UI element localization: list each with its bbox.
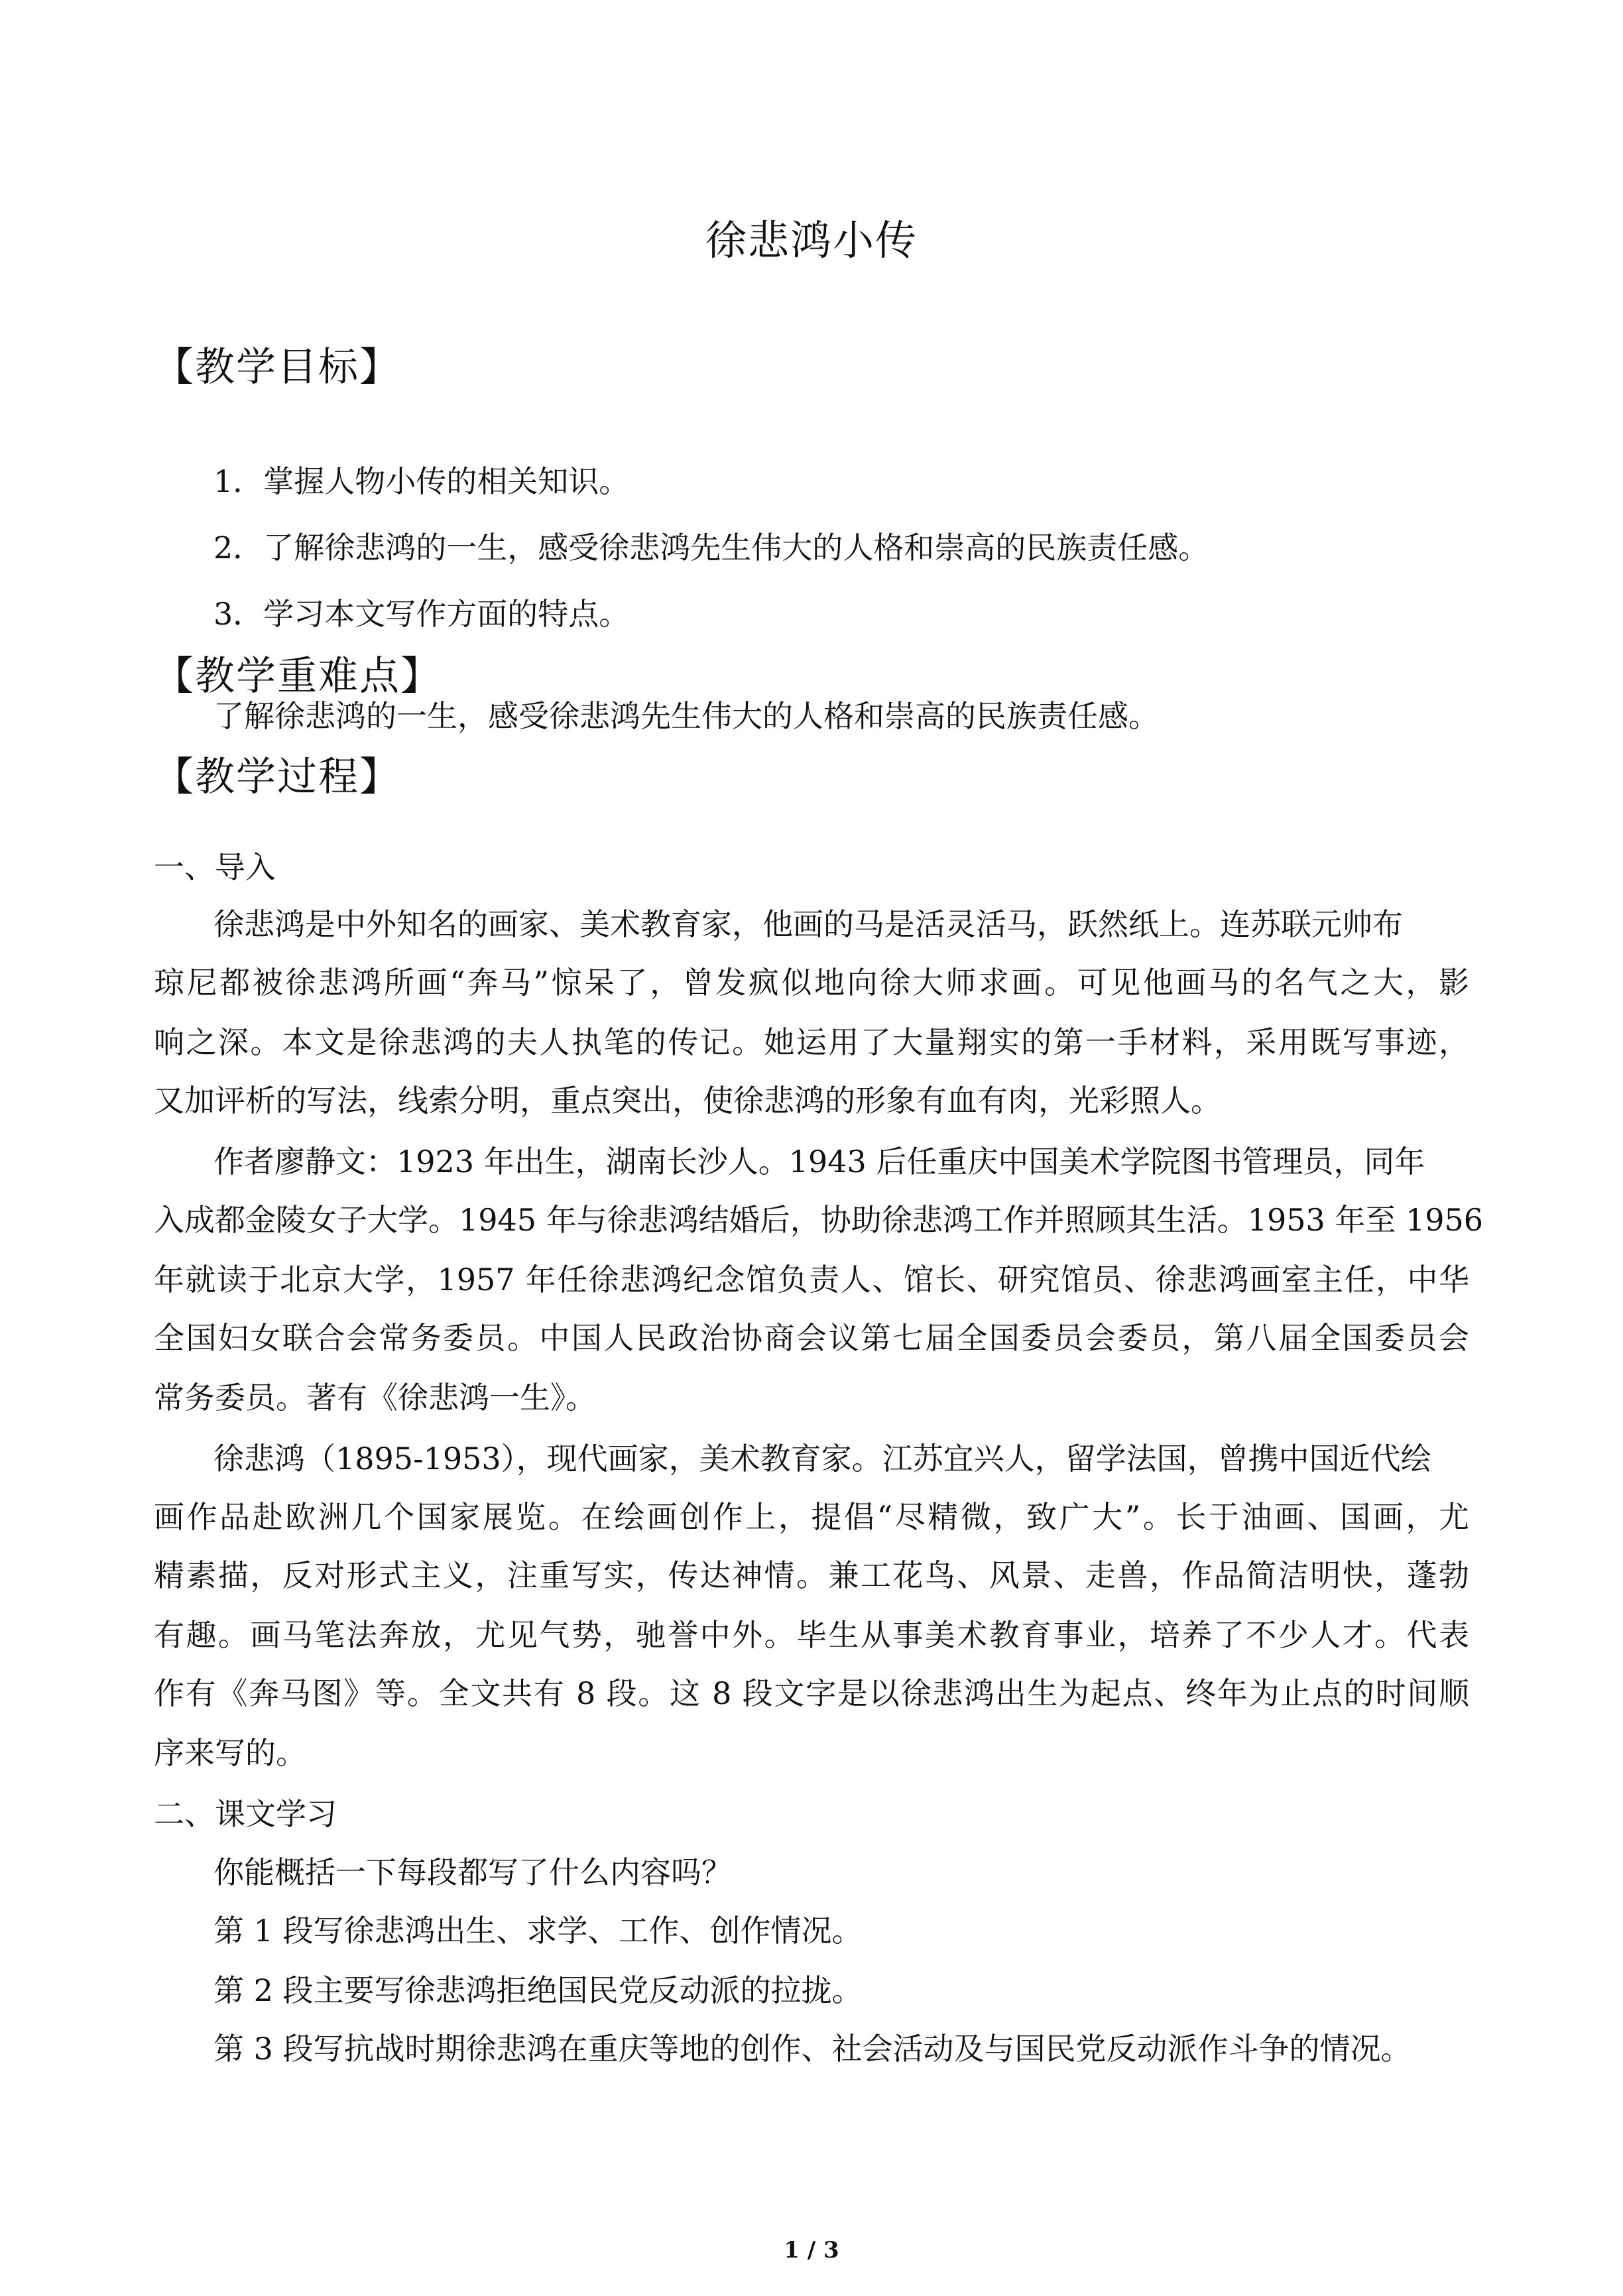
subject-line: 有趣。画马笔法奔放，尤见气势，驰誉中外。毕生从事美术教育事业，培养了不少人才。代表 xyxy=(154,1617,1469,1653)
objective-item: 2．了解徐悲鸿的一生，感受徐悲鸿先生伟大的人格和崇高的民族责任感。 xyxy=(213,530,1209,566)
objective-item: 1．掌握人物小传的相关知识。 xyxy=(213,463,630,499)
page-title: 徐悲鸿小传 xyxy=(705,216,918,265)
study-question: 你能概括一下每段都写了什么内容吗？ xyxy=(213,1854,732,1890)
objective-item: 3．学习本文写作方面的特点。 xyxy=(213,596,630,632)
subject-line: 徐悲鸿（1895-1953），现代画家，美术教育家。江苏宜兴人，留学法国，曾携中国近代绘 xyxy=(213,1441,1431,1477)
study-heading: 二、课文学习 xyxy=(154,1796,337,1832)
author-line: 入成都金陵女子大学。1945 年与徐悲鸿结婚后，协助徐悲鸿工作并照顾其生活。1953 年至 1956 xyxy=(154,1202,1484,1238)
subject-line: 作有《奔马图》等。全文共有 8 段。这 8 段文字是以徐悲鸿出生为起点、终年为止点的时间顺 xyxy=(154,1675,1469,1711)
intro-line: 响之深。本文是徐悲鸿的夫人执笔的传记。她运用了大量翔实的第一手材料，采用既写事迹， xyxy=(154,1024,1469,1060)
page-number: 1 / 3 xyxy=(784,2237,839,2264)
author-line: 年就读于北京大学，1957 年任徐悲鸿纪念馆负责人、馆长、研究馆员、徐悲鸿画室主任，中华 xyxy=(154,1262,1469,1298)
intro-line: 徐悲鸿是中外知名的画家、美术教育家，他画的马是活灵活马，跃然纸上。连苏联元帅布 xyxy=(213,906,1403,942)
intro-line: 琼尼都被徐悲鸿所画“奔马”惊呆了，曾发疯似地向徐大师求画。可见他画马的名气之大，影 xyxy=(154,965,1469,1000)
study-answer: 第 1 段写徐悲鸿出生、求学、工作、创作情况。 xyxy=(213,1913,863,1949)
author-line: 常务委员。著有《徐悲鸿一生》。 xyxy=(154,1380,596,1416)
subject-line: 序来写的。 xyxy=(154,1735,306,1771)
process-heading: 【教学过程】 xyxy=(154,754,400,800)
intro-heading: 一、导入 xyxy=(154,849,276,885)
key-points-heading: 【教学重难点】 xyxy=(154,653,442,699)
subject-line: 画作品赴欧洲几个国家展览。在绘画创作上，提倡“尽精微，致广大”。长于油画、国画，尤 xyxy=(154,1499,1469,1535)
study-answer: 第 3 段写抗战时期徐悲鸿在重庆等地的创作、社会活动及与国民党反动派作斗争的情况。 xyxy=(213,2031,1412,2067)
study-answer: 第 2 段主要写徐悲鸿拒绝国民党反动派的拉拢。 xyxy=(213,1972,863,2008)
key-points-text: 了解徐悲鸿的一生，感受徐悲鸿先生伟大的人格和崇高的民族责任感。 xyxy=(213,698,1159,734)
subject-line: 精素描，反对形式主义，注重写实，传达神情。兼工花鸟、风景、走兽，作品简洁明快，蓬勃 xyxy=(154,1557,1469,1593)
intro-line: 又加评析的写法，线索分明，重点突出，使徐悲鸿的形象有血有肉，光彩照人。 xyxy=(154,1083,1221,1118)
objectives-heading: 【教学目标】 xyxy=(154,344,400,391)
author-line: 全国妇女联合会常务委员。中国人民政治协商会议第七届全国委员会委员，第八届全国委员会 xyxy=(154,1320,1469,1356)
author-line: 作者廖静文：1923 年出生，湖南长沙人。1943 后任重庆中国美术学院图书管理员，同年 xyxy=(213,1144,1425,1179)
